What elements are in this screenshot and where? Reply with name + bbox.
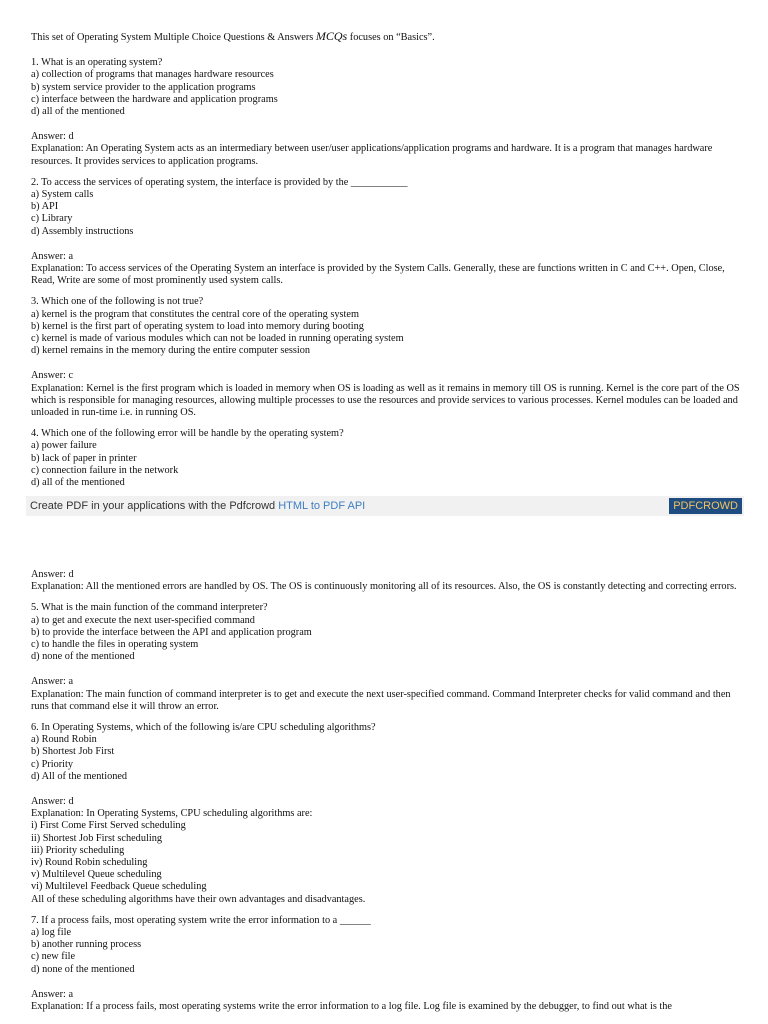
question-7: 7. If a process fails, most operating system write the error information to a ______ a) log file b) another running process c) new file d) none of the mentioned xyxy=(31,914,371,975)
question-5: 5. What is the main function of the command interpreter? a) to get and execute the next user-specified command b) to provide the interface between the API and application program c) to handle the files in operating system d) none of the mentioned xyxy=(31,602,312,663)
intro-text: This set of Operating System Multiple Choice Questions & Answers MCQs focuses on “Basics”. xyxy=(31,29,435,43)
pdfcrowd-footer-text: Create PDF in your applications with the Pdfcrowd xyxy=(30,500,276,512)
answer-7: Answer: a Explanation: If a process fails, most operating systems write the error information to a log file. Log file is examined by the debugger, to find out what is the xyxy=(31,988,672,1013)
question-2: 2. To access the services of operating system, the interface is provided by the ___________ a) System calls b) API c) Library d) Assembly instructions xyxy=(31,176,408,237)
answer-5: Answer: a Explanation: The main function of command interpreter is to get and execute the next user-specified command. Command Interpreter checks for valid command and then runs that command else it will throw an error. xyxy=(31,676,731,712)
answer-2: Answer: a Explanation: To access services of the Operating System an interface is provided by the System Calls. Generally, these are functions written in C and C++. Open, Close, Read, Write are some of most prominently used system calls. xyxy=(31,250,725,287)
answer-3: Answer: c Explanation: Kernel is the first program which is loaded in memory when OS is loading as well as it remains in memory till OS is running. Kernel is the core part of the OS which is responsible for managing resources, allowing multiple processes to use the resources and provide services to various processes. Kernel modules can be loaded and unloaded in run-time i.e. in running OS. xyxy=(31,370,740,419)
answer-4: Answer: d Explanation: All the mentioned errors are handled by OS. The OS is continuously monitoring all of its resources. Also, the OS is constantly detecting and correcting errors. xyxy=(31,569,737,593)
page-two xyxy=(31,569,740,1022)
pdfcrowd-button[interactable]: PDFCROWD xyxy=(669,498,742,514)
question-1: 1. What is an operating system? a) collection of programs that manages hardware resources b) system service provider to the application programs c) interface between the hardware and application programs d) all of the mentioned xyxy=(31,57,278,118)
answer-1: Answer: d Explanation: An Operating System acts as an intermediary between user/user applications/application programs and hardware. It is a program that manages hardware resources. It provides services to application programs. xyxy=(31,131,713,167)
question-3: 3. Which one of the following is not true? a) kernel is the program that constitutes the central core of the operating system b) kernel is the first part of operating system to load into memory during booting c) kernel is made of various modules which can not be loaded in running operating system d) kernel remains in the memory during the entire computer session xyxy=(31,296,404,357)
question-6: 6. In Operating Systems, which of the following is/are CPU scheduling algorithms? a) Round Robin b) Shortest Job First c) Priority d) All of the mentioned xyxy=(31,722,376,782)
pdfcrowd-footer-bar xyxy=(26,496,744,516)
answer-6: Answer: d Explanation: In Operating Systems, CPU scheduling algorithms are: i) First Come First Served scheduling ii) Shortest Job First scheduling iii) Priority scheduling iv) Round Robin scheduling v) Multilevel Queue scheduling vi) Multilevel Feedback Queue scheduling All of these scheduling algorithms have their own advantages and disadvantages. xyxy=(31,796,366,905)
html-to-pdf-api-link[interactable]: HTML to PDF API xyxy=(278,500,366,512)
page-one xyxy=(31,30,740,502)
question-4: 4. Which one of the following error will be handle by the operating system? a) power failure b) lack of paper in printer c) connection failure in the network d) all of the mentioned xyxy=(31,428,344,489)
mcqs-math: MCQs xyxy=(315,29,348,43)
